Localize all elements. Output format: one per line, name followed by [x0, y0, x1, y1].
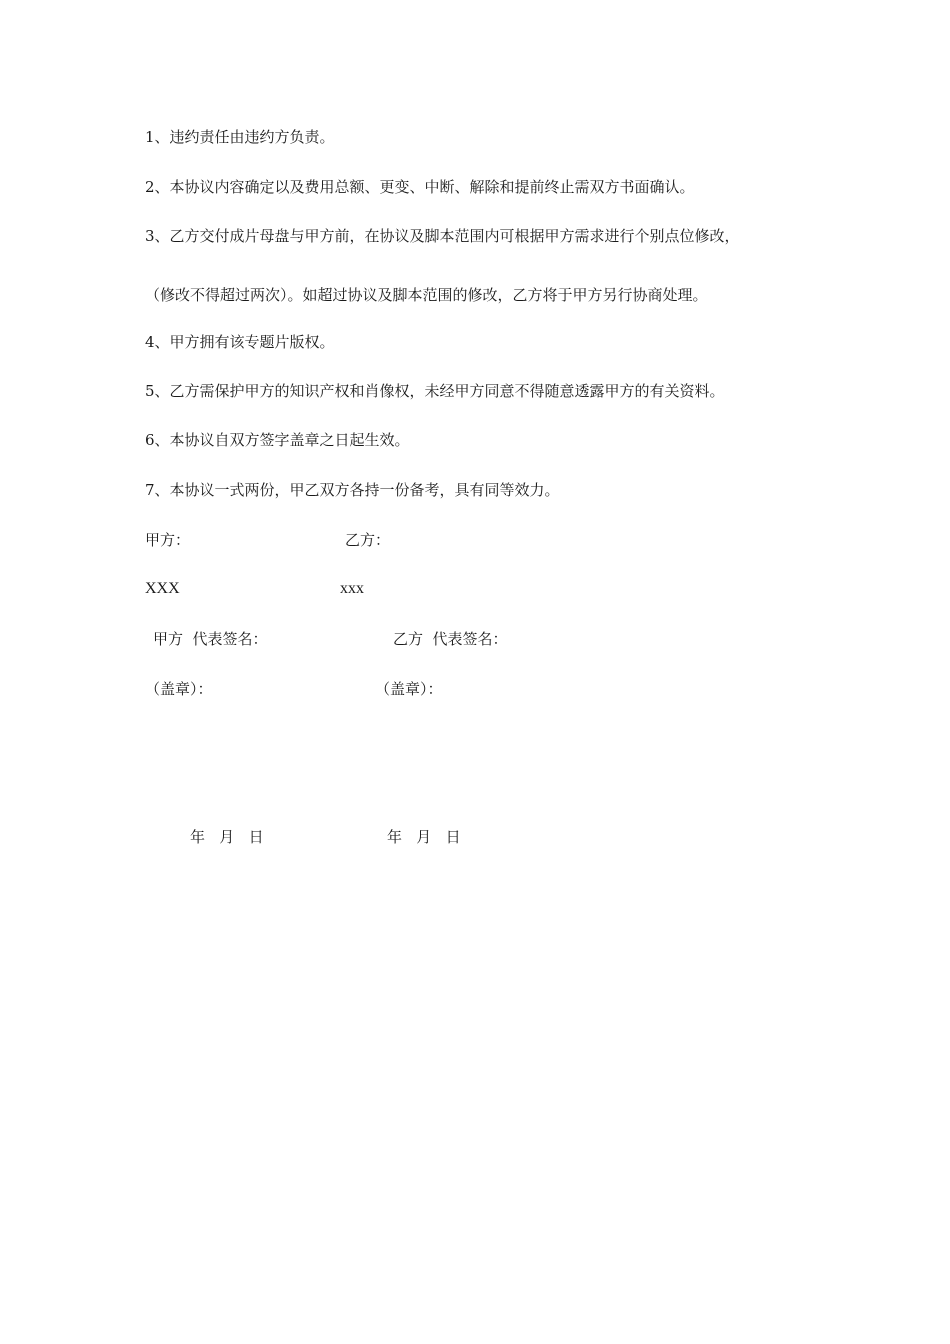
party-b-label: 乙方：	[345, 531, 391, 549]
party-a-name: XXX	[145, 580, 180, 597]
party-b-date: 年 月 日	[387, 828, 461, 846]
clause-2: 2、本协议内容确定以及费用总额、更变、中断、解除和提前终止需双方书面确认。	[145, 178, 695, 196]
clause-3: 3、乙方交付成片母盘与甲方前，在协议及脚本范围内可根据甲方需求进行个别点位修改，	[145, 227, 740, 245]
party-b-seal-label: （盖章）：	[375, 680, 443, 698]
party-a-label: 甲方：	[145, 531, 191, 549]
party-a-signature-label: 甲方 代表签名：	[153, 630, 268, 648]
clause-4: 4、甲方拥有该专题片版权。	[145, 333, 335, 351]
clause-6: 6、本协议自双方签字盖章之日起生效。	[145, 431, 410, 449]
party-a-date: 年 月 日	[190, 828, 264, 846]
clause-3-continued: （修改不得超过两次）。如超过协议及脚本范围的修改，乙方将于甲方另行协商处理。	[145, 286, 708, 304]
clause-7: 7、本协议一式两份，甲乙双方各持一份备考，具有同等效力。	[145, 481, 560, 499]
party-b-name: xxx	[340, 580, 364, 597]
clause-1: 1、违约责任由违约方负责。	[145, 128, 335, 146]
clause-5: 5、乙方需保护甲方的知识产权和肖像权，未经甲方同意不得随意透露甲方的有关资料。	[145, 382, 725, 400]
party-b-signature-label: 乙方 代表签名：	[393, 630, 508, 648]
party-a-seal-label: （盖章）：	[145, 680, 213, 698]
